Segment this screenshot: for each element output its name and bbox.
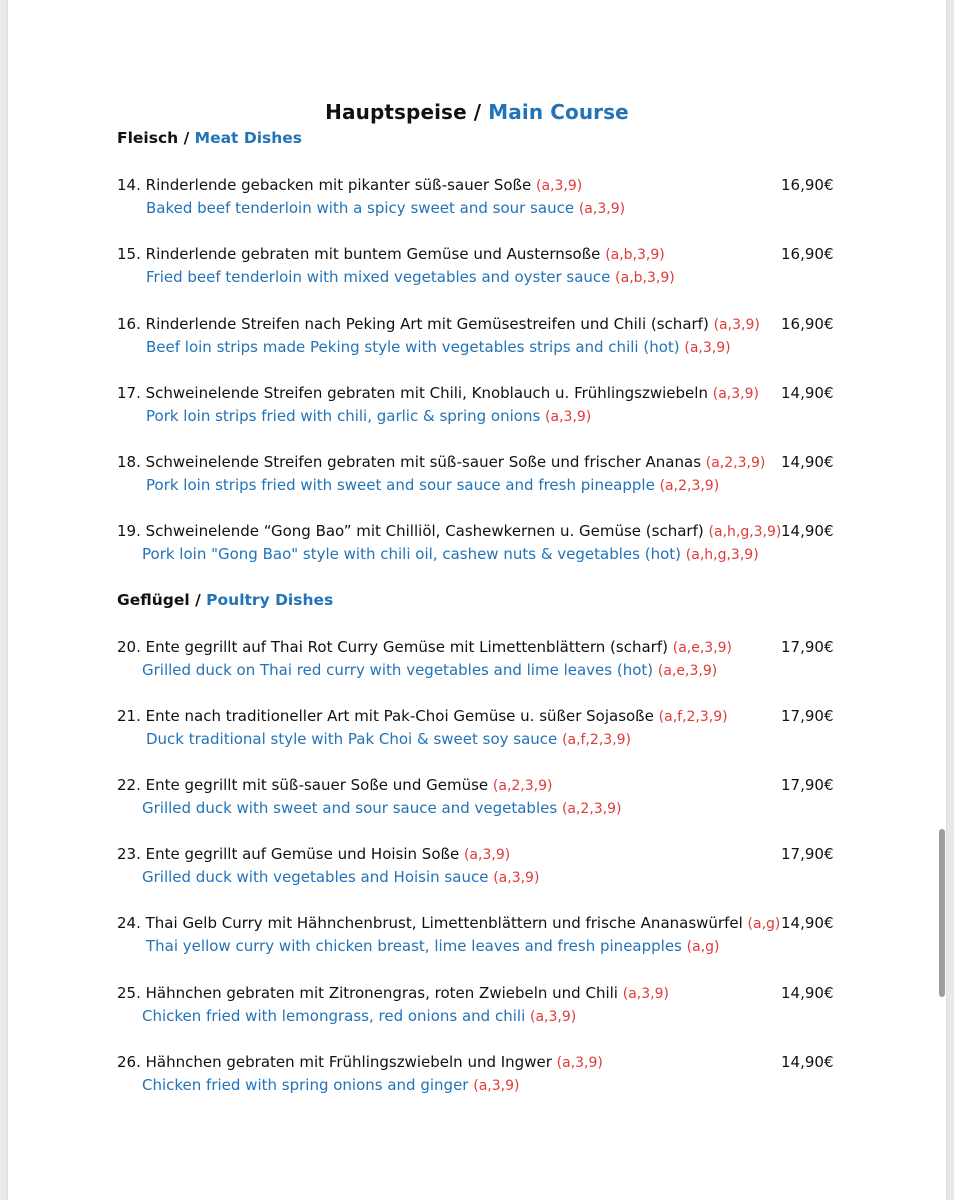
allergen-codes: (a,g) [747,916,781,932]
item-name-de: Hähnchen gebraten mit Frühlingszwiebeln und Ingwer [145,1053,552,1071]
title-de: Hauptspeise [325,100,467,124]
menu-item-16-en [146,338,731,356]
item-name-de: Schweinelende Streifen gebraten mit süß-sauer Soße und frischer Ananas [145,453,702,471]
item-price: 17,90€ [781,776,834,794]
item-name-en: Pork loin strips fried with chili, garlic & spring onions [146,407,541,425]
menu-item-14-de [117,176,582,194]
menu-item-20-de [117,638,732,656]
title-separator: / [466,100,489,124]
menu-item-17-en [146,407,591,425]
menu-item-20-en [142,661,717,679]
item-name-en: Baked beef tenderloin with a spicy sweet and sour sauce [146,199,575,217]
section-en: Poultry Dishes [206,591,334,609]
menu-item-22-de [117,776,552,794]
allergen-codes: (a,3,9) [578,201,626,217]
item-name-en: Grilled duck with sweet and sour sauce and vegetables [142,799,558,817]
item-name-de: Ente gegrillt auf Thai Rot Curry Gemüse mit Limettenblättern (scharf) [145,638,668,656]
menu-item-14-en [146,199,625,217]
item-price: 16,90€ [781,176,834,194]
allergen-codes: (a,2,3,9) [659,478,720,494]
menu-item-19-de [117,522,781,540]
item-price: 16,90€ [781,245,834,263]
allergen-codes: (a,3,9) [536,178,583,194]
menu-item-21-de [117,707,728,725]
allergen-codes: (a,2,3,9) [561,801,622,817]
item-name-en: Thai yellow curry with chicken breast, lime leaves and fresh pineapples [146,937,682,955]
item-number: 15. [117,245,141,263]
menu-item-18-en [146,476,719,494]
item-name-en: Pork loin "Gong Bao" style with chili oil, cashew nuts & vegetables (hot) [142,545,681,563]
item-name-de: Thai Gelb Curry mit Hähnchenbrust, Limettenblättern und frische Ananaswürfel [145,914,743,932]
section-separator: / [189,591,207,609]
item-name-en: Duck traditional style with Pak Choi & sweet soy sauce [146,730,558,748]
menu-item-21-en [146,730,631,748]
item-number: 24. [117,914,141,932]
item-name-en: Pork loin strips fried with sweet and sour sauce and fresh pineapple [146,476,655,494]
title-en: Main Course [488,100,629,124]
item-price: 14,90€ [781,914,834,932]
allergen-codes: (a,b,3,9) [615,270,675,286]
allergen-codes: (a,3,9) [530,1009,577,1025]
menu-item-15-de [117,245,665,263]
allergen-codes: (a,f,2,3,9) [562,732,632,748]
section-heading-poultry [117,591,333,609]
item-number: 22. [117,776,141,794]
allergen-codes: (a,3,9) [712,386,759,402]
allergen-codes: (a,3,9) [545,409,592,425]
menu-item-15-en [146,268,675,286]
item-price: 14,90€ [781,984,834,1002]
section-en: Meat Dishes [194,129,303,147]
menu-item-22-en [142,799,622,817]
item-number: 19. [117,522,141,540]
item-name-de: Rinderlende Streifen nach Peking Art mit Gemüsestreifen und Chili (scharf) [145,315,709,333]
item-name-de: Ente gegrillt auf Gemüse und Hoisin Soße [145,845,460,863]
item-name-de: Ente gegrillt mit süß-sauer Soße und Gemüse [145,776,489,794]
allergen-codes: (a,2,3,9) [705,455,766,471]
item-name-de: Schweinelende “Gong Bao” mit Chilliöl, Cashewkernen u. Gemüse (scharf) [145,522,704,540]
allergen-codes: (a,e,3,9) [672,640,733,656]
item-name-de: Rinderlende gebraten mit buntem Gemüse und Austernsoße [145,245,601,263]
menu-item-19-en [142,545,759,563]
item-number: 18. [117,453,141,471]
menu-item-24-en [146,937,720,955]
page-title [0,100,954,124]
item-number: 21. [117,707,141,725]
allergen-codes: (a,h,g,3,9) [685,547,759,563]
allergen-codes: (a,3,9) [493,870,540,886]
item-name-en: Grilled duck with vegetables and Hoisin sauce [142,868,489,886]
item-price: 14,90€ [781,384,834,402]
item-price: 17,90€ [781,845,834,863]
item-name-en: Chicken fried with spring onions and ginger [142,1076,469,1094]
item-name-en: Fried beef tenderloin with mixed vegetables and oyster sauce [146,268,611,286]
allergen-codes: (a,g) [686,939,720,955]
item-name-de: Ente nach traditioneller Art mit Pak-Choi Gemüse u. süßer Sojasoße [145,707,654,725]
menu-item-25-en [142,1007,576,1025]
item-price: 14,90€ [781,453,834,471]
item-name-en: Grilled duck on Thai red curry with vegetables and lime leaves (hot) [142,661,654,679]
allergen-codes: (a,3,9) [556,1055,603,1071]
item-number: 26. [117,1053,141,1071]
section-heading-meat [117,129,302,147]
menu-item-16-de [117,315,760,333]
allergen-codes: (a,h,g,3,9) [708,524,782,540]
menu-item-23-de [117,845,510,863]
allergen-codes: (a,b,3,9) [605,247,665,263]
item-name-en: Beef loin strips made Peking style with vegetables strips and chili (hot) [146,338,680,356]
menu-item-26-de [117,1053,603,1071]
allergen-codes: (a,f,2,3,9) [658,709,728,725]
item-number: 16. [117,315,141,333]
item-number: 17. [117,384,141,402]
allergen-codes: (a,e,3,9) [657,663,718,679]
allergen-codes: (a,3,9) [473,1078,520,1094]
item-price: 16,90€ [781,315,834,333]
section-separator: / [178,129,195,147]
item-number: 20. [117,638,141,656]
item-name-de: Schweinelende Streifen gebraten mit Chili, Knoblauch u. Frühlingszwiebeln [145,384,708,402]
menu-item-25-de [117,984,669,1002]
allergen-codes: (a,3,9) [463,847,511,863]
item-number: 25. [117,984,141,1002]
item-name-de: Rinderlende gebacken mit pikanter süß-sauer Soße [145,176,532,194]
section-de: Geflügel [117,591,190,609]
item-price: 14,90€ [781,522,834,540]
item-price: 17,90€ [781,638,834,656]
menu-item-17-de [117,384,759,402]
item-name-de: Hähnchen gebraten mit Zitronengras, roten Zwiebeln und Chili [145,984,618,1002]
item-price: 14,90€ [781,1053,834,1071]
allergen-codes: (a,3,9) [713,317,760,333]
menu-item-26-en [142,1076,519,1094]
allergen-codes: (a,2,3,9) [492,778,553,794]
allergen-codes: (a,3,9) [684,340,731,356]
scrollbar-thumb[interactable] [939,829,945,997]
item-name-en: Chicken fried with lemongrass, red onions and chili [142,1007,526,1025]
allergen-codes: (a,3,9) [622,986,669,1002]
item-price: 17,90€ [781,707,834,725]
menu-item-23-en [142,868,539,886]
section-de: Fleisch [117,129,179,147]
menu-item-24-de [117,914,780,932]
item-number: 23. [117,845,141,863]
item-number: 14. [117,176,141,194]
menu-item-18-de [117,453,765,471]
